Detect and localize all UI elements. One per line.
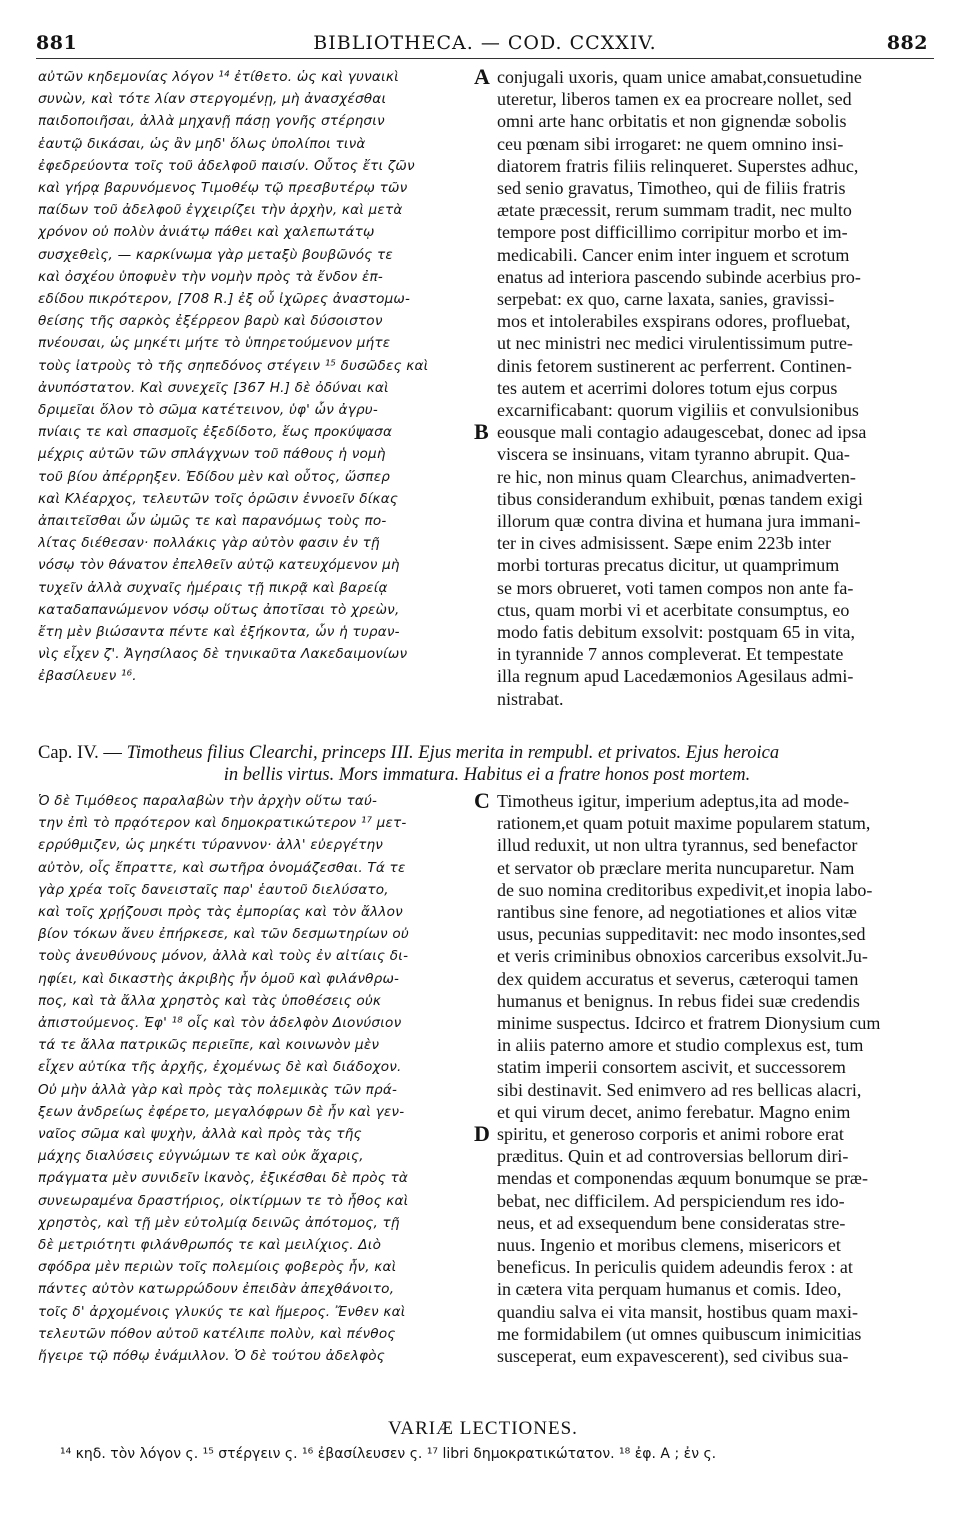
text-line: in tyrannide 7 annos compleverat. Et tempestate — [497, 644, 844, 665]
page-number-left: 881 — [36, 32, 78, 54]
text-line: μάχης διαλύσεις εὐγνώμων τε καὶ οὐκ ἄχαρις, — [38, 1148, 364, 1165]
text-line: ερρύθμιζεν, ὡς μηκέτι τύραννον· ἀλλ' εὐεργέτην — [38, 837, 384, 854]
greek-column-1 — [38, 66, 472, 732]
text-line: σφόδρα μὲν περιὼν τοῖς πολεμίοις φοβερὸς ἦν, καὶ — [38, 1259, 397, 1276]
text-line: et servator ob præclare merita nuncuparetur. Nam — [497, 857, 855, 878]
text-line: in aliis paterno amore et studio complexus est, tum — [497, 1035, 864, 1056]
running-title: BIBLIOTHECA. — COD. CCXXIV. — [313, 32, 657, 54]
text-line: συσχεθεὶς, — καρκίνωμα γὰρ μεταξὺ βουβῶνός τε — [38, 246, 393, 263]
text-line: βίον τόκων ἄνευ ἐπήρκεσε, καὶ τῶν δεσμωτηρίων οὐ — [38, 926, 409, 943]
text-line: se mors obrueret, voti tamen compos non ante fa- — [497, 577, 854, 598]
text-line: εδίδου πικρότερον, [708 R.] ἐξ οὗ ἰχῶρες ἀναστομω- — [38, 291, 411, 308]
text-line: ξεων ἀνδρείως ἐφέρετο, μεγαλόφρων δὲ ἦν καὶ γεν- — [38, 1103, 405, 1120]
text-line: πράγματα μὲν συνιδεῖν ἱκανὸς, ἐξικέσθαι δὲ πρὸς τὰ — [38, 1170, 409, 1187]
text-line: εἶχεν αὐτίκα τῆς ἀρχῆς, ἐχομένως δὲ καὶ διάδοχον. — [38, 1059, 402, 1076]
text-line: ἤγειρε τῷ πόθῳ ἐνάμιλλον. Ὁ δὲ τούτου ἀδελφὸς — [38, 1348, 385, 1365]
text-line: τοὺς ἰατροὺς τὸ τῆς σηπεδόνος στέγειν ¹⁵ δυσῶδες καὶ — [38, 357, 429, 374]
text-line: et qui virum decet, animo ferebatur. Magno enim — [497, 1101, 851, 1122]
page-number-right: 882 — [886, 32, 928, 54]
text-line: καὶ ὀσχέου ὑποφυὲν τὴν νομὴν πρὸς τὰ ἔνδον ἐπ- — [38, 268, 384, 285]
text-line: Ὁ δὲ Τιμόθεος παραλαβὼν τὴν ἀρχὴν οὕτω ταύ- — [38, 793, 378, 809]
chapter-title-line-1: Timotheus filius Clearchi, princeps III. Ejus merita in rempubl. et privatos. Ejus heroica — [126, 743, 780, 763]
text-line: τοὺς ἀνευθύνους μόνον, ἀλλὰ καὶ τοὺς ἐν αἰτίαις δι- — [38, 948, 409, 965]
text-line: conjugali uxoris, quam unice amabat,consuetudine — [497, 67, 862, 87]
text-line: Οὐ μὴν ἀλλὰ γὰρ καὶ πρὸς τὰς πολεμικὰς τῶν πρά- — [38, 1081, 398, 1098]
text-line: παιδοποιῆσαι, ἀλλὰ μηχανῇ πάσῃ γονῆς στέρησιν — [38, 113, 385, 130]
text-line: ηφίει, καὶ δικαστὴς ἀκριβὴς ἦν ὁμοῦ καὶ φιλάνθρω- — [38, 970, 400, 987]
text-line: mendas et componendas æquum bonumque se præ- — [497, 1168, 868, 1189]
text-line: bebat, nec difficilem. Ad perspiciendum res ido- — [497, 1190, 845, 1211]
text-line: ter in cives admisissent. Sæpe enim 223b inter — [497, 533, 831, 554]
text-line: modo fatis debitum exsolvit: postquam 65 in vita, — [497, 622, 855, 643]
margin-marker-b: B — [474, 419, 489, 444]
text-line: την ἐπὶ τὸ πρᾳότερον καὶ δημοκρατικώτερον ¹⁷ μετ- — [38, 815, 407, 832]
text-line: neus, et ad exsequendum bene consideratas stre- — [497, 1212, 846, 1233]
greek-column-2 — [38, 790, 472, 1412]
text-line: ναῖος σῶμα καὶ ψυχὴν, ἀλλὰ καὶ πρὸς τὰς τῆς — [38, 1126, 362, 1143]
chapter-title-line-2: in bellis virtus. Mors immatura. Habitus ei a fratre honos post mortem. — [223, 765, 751, 785]
text-line: nuus. Ingenio et moribus clemens, misericors et — [497, 1235, 841, 1256]
text-line: dex quidem accuratus et severus, cæteroqui tamen — [497, 968, 859, 989]
text-line: πάντες αὐτὸν κατωρρώδουν ἐπειδὰν ἀπεχθάνοιτο, — [38, 1281, 395, 1298]
text-line: πνίαις τε καὶ σπασμοῖς ἐξεδίδοτο, ἕως προκύψασα — [38, 424, 393, 441]
text-line: sed senio gravatus, Timotheo, qui de filiis fratris — [497, 178, 846, 199]
text-line: αὐτῶν κηδεμονίας λόγον ¹⁴ ἐτίθετο. ὡς καὶ γυναικὶ — [38, 69, 399, 85]
margin-marker-d: D — [474, 1121, 490, 1146]
text-line: τά τε ἄλλα πατρικῶς περιεῖπε, καὶ κοινωνὸν μὲν — [38, 1037, 380, 1054]
text-line: illorum quæ contra divina et humana jura immani- — [497, 511, 861, 532]
text-line: susceperat, eum expavescerent), sed civibus sua- — [497, 1346, 849, 1367]
text-line: καταδαπανώμενον νόσῳ οὕτως ἀποτῖσαι τὸ χρεὼν, — [38, 601, 400, 618]
latin-column-1 — [497, 66, 937, 754]
text-line: ἐβασίλευεν ¹⁶. — [38, 668, 137, 685]
text-line: statim imperii consortem ascivit, et successorem — [497, 1057, 846, 1078]
variae-lectiones-notes: ¹⁴ κηδ. τὸν λόγον ς. ¹⁵ στέργειν ς. ¹⁶ ἐβασίλευσεν ς. ¹⁷ libri δημοκρατικώτατον. ¹⁸ ἐφ. A ; ἐν ς. — [60, 1446, 717, 1462]
text-line: spiritu, et generoso corporis et animi robore erat — [497, 1124, 844, 1145]
text-line: medicabili. Cancer enim inter inguem et scrotum — [497, 244, 850, 265]
text-line: re hic, non minus quam Clearchus, animadverten- — [497, 466, 856, 487]
text-line: omni arte hanc orbitatis et non gignendæ sobolis — [497, 111, 847, 132]
text-line: viscera se insinuans, vitam tyranno abrupit. Qua- — [497, 444, 850, 465]
text-line: λίτας διέθεσαν· πολλάκις γὰρ αὐτὸν φασιν ἐν τῇ — [38, 535, 380, 552]
margin-marker-c: C — [474, 788, 490, 813]
text-line: in cætera vita perquam humanus et comis. Ideo, — [497, 1279, 842, 1300]
text-line: rationem,et quam potuit maxime popularem statum, — [497, 813, 871, 834]
text-line: ut nec ministri nec medici virulentissimum putre- — [497, 333, 853, 354]
text-line: ἀπιστούμενος. Ἐφ' ¹⁸ οἷς καὶ τὸν ἀδελφὸν Διονύσιον — [38, 1015, 402, 1032]
text-line: nistrabat. — [497, 688, 564, 709]
text-line: τελευτῶν πόθον αὐτοῦ κατέλιπε πολὺν, καὶ πένθος — [38, 1325, 396, 1342]
text-line: de suo nomina creditoribus expedivit,et inopia labo- — [497, 879, 873, 900]
text-line: illud reduxit, ut non ultra tyrannus, sed benefactor — [497, 835, 858, 856]
text-line: καὶ τοῖς χρῄζουσι πρὸς τὰς ἐμπορίας καὶ τὸν ἄλλον — [38, 904, 403, 921]
variae-lectiones-title: VARIÆ LECTIONES. — [388, 1418, 578, 1439]
text-line: τοῖς δ' ἀρχομένοις γλυκύς τε καὶ ἥμερος. Ἔνθεν καὶ — [38, 1303, 406, 1320]
text-line: ctus, quam morbi vi et acerbitate consumptus, eo — [497, 599, 850, 620]
text-line: συνὼν, καὶ τότε λίαν στεργομένῃ, μὴ ἀνασχέσθαι — [38, 91, 387, 108]
text-line: eousque mali contagio adaugescebat, donec ad ipsa — [497, 422, 867, 443]
text-line: χρηστὸς, καὶ τῇ μὲν εὐτολμίᾳ δεινῶς ἀπότομος, τῇ — [38, 1214, 400, 1231]
text-line: χρόνον οὐ πολὺν ἀνιάτῳ πάθει καὶ χαλεπωτάτῳ — [38, 224, 375, 241]
text-line: τοῦ βίου ἀπέρρηξεν. Ἐδίδου μὲν καὶ οὗτος, ὥσπερ — [38, 468, 391, 485]
text-line: τυχεῖν ἀλλὰ συχναῖς ἡμέραις τῇ πικρᾷ καὶ βαρείᾳ — [38, 579, 388, 596]
text-line: præditus. Quin et ad controversias bellorum diri- — [497, 1146, 849, 1167]
text-line: νὶς εἶχεν ζ'. Ἀγησίλαος δὲ τηνικαῦτα Λακεδαιμονίων — [38, 646, 408, 663]
text-line: tibus considerandum exhibuit, pœnas tandem exigi — [497, 488, 863, 509]
latin-column-2 — [497, 790, 937, 1412]
text-line: humanus et benignus. In rebus fidei suæ credendis — [497, 990, 860, 1011]
text-line: παίδων τοῦ ἀδελφοῦ ἐγχειρίζει τὴν ἀρχὴν, καὶ μετὰ — [38, 202, 403, 219]
text-line: enatus ad interiora pascendo subinde acerbius pro- — [497, 266, 861, 287]
text-line: sibi destinavit. Sed enimvero ad res bellicas alacri, — [497, 1079, 862, 1100]
chapter-number: Cap. IV. — — [38, 743, 127, 763]
text-line: mos et intolerabiles exspirans odores, profluebat, — [497, 311, 851, 332]
text-line: ἐφεδρεύοντα τοῖς τοῦ ἀδελφοῦ παισίν. Οὗτος ἔτι ζῶν — [38, 157, 415, 174]
text-line: me formidabilem (ut omnes quibuscum inimicitias — [497, 1323, 862, 1344]
text-line: γὰρ χρέα τοῖς δανεισταῖς παρ' ἑαυτοῦ διελύσατο, — [38, 881, 389, 898]
text-line: ἀνυπόστατον. Καὶ συνεχεῖς [367 H.] δὲ ὀδύναι καὶ — [38, 379, 389, 396]
text-line: δριμεῖαι ὅλον τὸ σῶμα κατέτεινον, ὑφ' ὧν ἀγρυ- — [38, 402, 378, 419]
text-line: minime suspectus. Idcirco et fratrem Dionysium cum — [497, 1013, 881, 1034]
text-line: illa regnum apud Lacedæmonios Agesilaus admi- — [497, 666, 854, 687]
text-line: μέχρις αὐτῶν τῶν σπλάγχνων τοῦ πάθους ἡ νομὴ — [38, 446, 386, 463]
text-line: Timotheus igitur, imperium adeptus,ita ad mode- — [497, 791, 850, 811]
text-line: uteretur, liberos tamen ex ea procreare nollet, sed — [497, 89, 852, 110]
margin-marker-a: A — [474, 64, 490, 89]
text-line: et veris criminibus obnoxios carceribus exsolvit.Ju- — [497, 946, 868, 967]
text-line: beneficus. In periculis quidem adeundis ferox : at — [497, 1257, 853, 1278]
text-line: καὶ Κλέαρχος, τελευτῶν τοῖς ὁρῶσιν ἐννοεῖν δίκας — [38, 490, 399, 507]
text-line: καὶ γήρᾳ βαρυνόμενος Τιμοθέῳ τῷ πρεσβυτέρῳ τῶν — [38, 180, 408, 197]
text-line: ceu pœnam sibi irrogaret: ne quem omnino insi- — [497, 133, 844, 154]
text-line: excarnificabant: quorum vigiliis et convulsionibus — [497, 400, 859, 421]
text-line: tempore post difficillimo corripitur morbo et im- — [497, 222, 848, 243]
text-line: ἔτη μὲν βιώσαντα πέντε καὶ ἑξήκοντα, ὧν ἡ τυραν- — [38, 624, 400, 641]
text-line: diatorem fratris filiis relinqueret. Superstes adhuc, — [497, 155, 859, 176]
text-line: νόσῳ τὸν θάνατον ἐπελθεῖν αὐτῷ κατευχόμενον μὴ — [38, 557, 400, 574]
text-line: ἀπαιτεῖσθαι ὧν ὠμῶς τε καὶ παρανόμως τοὺς πο- — [38, 513, 387, 530]
text-line: rantibus sine fenore, ad negotiationes et alios vitæ — [497, 902, 857, 923]
text-line: tes autem et acerrimi dolores totum ejus corpus — [497, 377, 838, 398]
text-line: serpebat: ex quo, carne laxata, sanies, gravissi- — [497, 289, 835, 310]
text-line: dinis fetorem sustinerent ac perferrent. Continen- — [497, 355, 852, 376]
text-line: θείσης τῆς σαρκὸς ἐξέρρεον βαρὺ καὶ δύσοιστον — [38, 313, 383, 330]
text-line: quandiu salva ei vita mansit, hostibus quam maxi- — [497, 1301, 858, 1322]
text-line: πνέουσαι, ὡς μηκέτι μήτε τὸ ὑπηρετούμενον μήτε — [38, 335, 391, 352]
text-line: usus, pecunias suppeditavit: nec modo insontes,sed — [497, 924, 866, 945]
chapter-heading — [38, 742, 936, 786]
text-line: συνεωραμένα δραστήριος, οἰκτίρμων τε τὸ ἦθος καὶ — [38, 1192, 409, 1209]
text-line: πος, καὶ τὰ ἄλλα χρηστὸς καὶ τὰς ὑποθέσεις οὐκ — [38, 992, 382, 1009]
text-line: ætate præcessit, rerum summam tradit, nec multo — [497, 200, 852, 221]
text-line: morbi torturas precatus dicitur, ut quamprimum — [497, 555, 840, 576]
text-line: δὲ μετριότητι φιλάνθρωπός τε καὶ μειλίχιος. Διὸ — [38, 1237, 382, 1254]
text-line: αὐτὸν, οἷς ἔπραττε, καὶ σωτῆρα ὀνομάζεσθαι. Τά τε — [38, 859, 406, 876]
text-line: ἑαυτῷ δικάσαι, ὡς ἂν μηδ' ὅλως ὑπολίποι τινὰ — [38, 135, 366, 152]
page-header — [36, 28, 934, 59]
